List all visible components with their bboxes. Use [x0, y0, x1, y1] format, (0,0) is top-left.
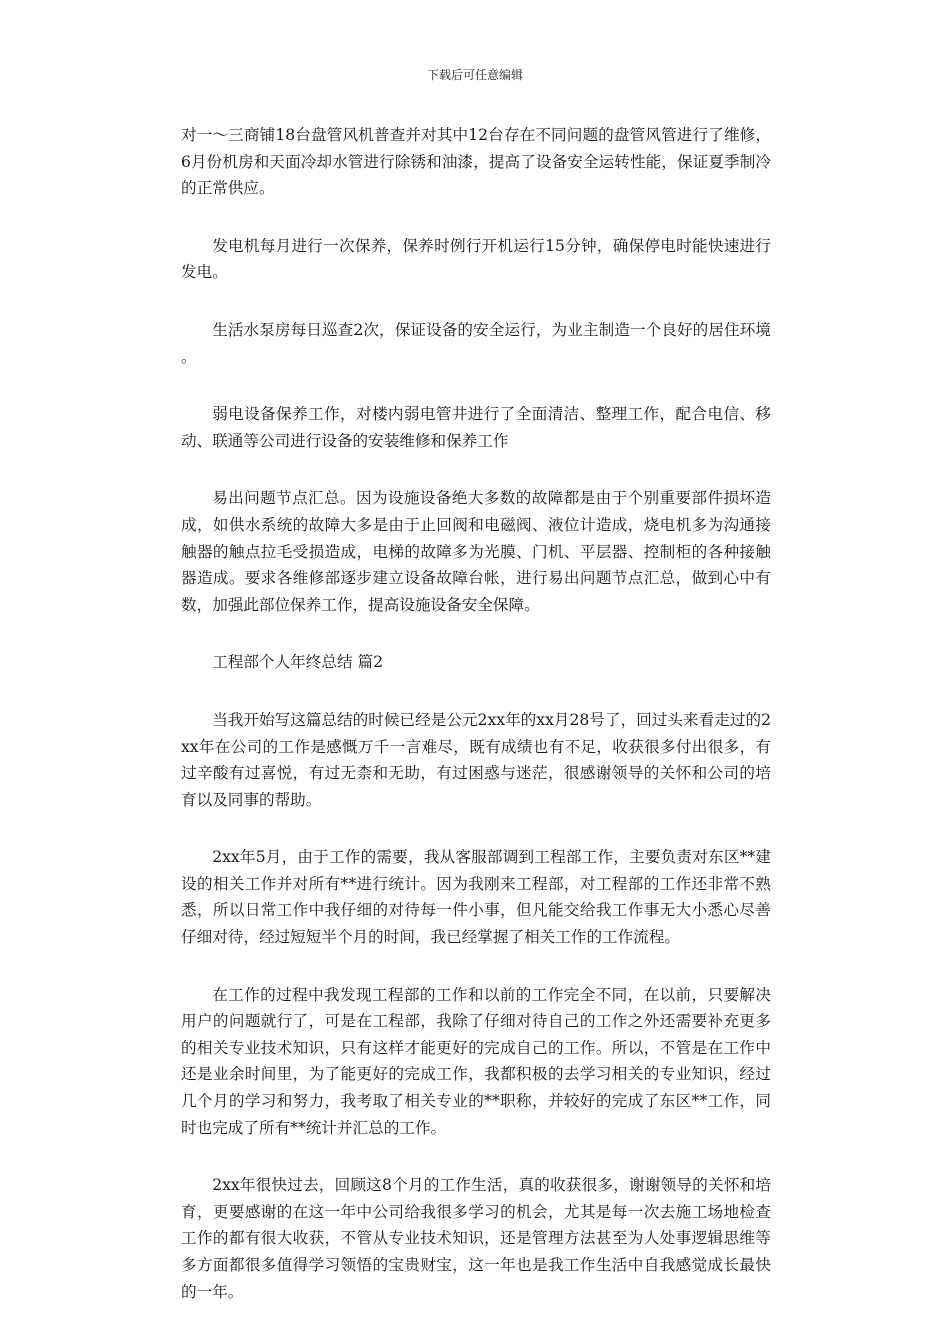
paragraph-water-pump: 生活水泵房每日巡查2次，保证设备的安全运行，为业主制造一个良好的居住环境。 — [181, 320, 771, 366]
paragraph-fault-summary: 易出问题节点汇总。因为设施设备绝大多数的故障都是由于个别重要部件损坏造成，如供水系统的故障大多是由于止回阀和电磁阀、液位计造成，烧电机多为沟通接触器的触点拉毛受损造成，电梯的故障多为光膜、门机、平层器、控制柜的各种接触器造成。要求各维修部逐步建立设备故障台帐，进行易出问题节点汇总，做到心中有数，加强此部位保养工作，提高设施设备安全保障。 — [181, 489, 771, 614]
paragraph-generator: 发电机每月进行一次保养，保养时例行开机运行15分钟，确保停电时能快速进行发电。 — [181, 236, 771, 282]
document-body — [181, 122, 771, 1336]
page-header: 下载后可任意编辑 — [426, 68, 523, 82]
paragraph-intro: 当我开始写这篇总结的时候已经是公元2xx年的xx月28号了，回过头来看走过的2xx年在公司的工作是感慨万千一言难尽，既有成绩也有不足，收获很多付出很多，有过辛酸有过喜悦，有过无柰和无助，有过困惑与迷茫，很感谢领导的关怀和公司的培育以及同事的帮助。 — [181, 710, 771, 809]
paragraph-hvac-maintenance: 对一～三商铺18台盘管风机普查并对其中12台存在不同问题的盘管风管进行了维修，6月份机房和天面冷却水管进行除锈和油漆，提高了设备安全运转性能，保证夏季制冷的正常供应。 — [181, 126, 771, 198]
section-heading: 工程部个人年终总结 篇2 — [212, 653, 384, 672]
paragraph-weak-current: 弱电设备保养工作，对楼内弱电管井进行了全面清洁、整理工作，配合电信、移动、联通等公司进行设备的安装维修和保养工作 — [181, 405, 771, 450]
paragraph-transfer: 2xx年5月，由于工作的需要，我从客服部调到工程部工作，主要负责对东区**建设的相关工作并对所有**进行统计。因为我刚来工程部，对工程部的工作还非常不熟悉，所以日常工作中我仔细的对待每一件小事，但凡能交给我工作事无大小悉心尽善仔细对待，经过短短半个月的时间，我已经掌握了相关工作的工作流程。 — [181, 848, 771, 947]
paragraph-conclusion: 2xx年很快过去，回顾这8个月的工作生活，真的收获很多，谢谢领导的关怀和培育，更要感谢的在这一年中公司给我很多学习的机会，尤其是每一次去施工场地检查工作的都有很大收获，不管从专业技术知识，还是管理方法甚至为人处事逻辑思维等多方面都很多值得学习领悟的宝贵财宝，这一年也是我工作生活中自我感觉成长最快的一年。 — [181, 1176, 771, 1301]
paragraph-learning: 在工作的过程中我发现工程部的工作和以前的工作完全不同，在以前，只要解决用户的问题就行了，可是在工程部，我除了仔细对待自己的工作之外还需要补充更多的相关专业技术知识，只有这样才能更好的完成自己的工作。所以，不管是在工作中还是业余时间里，为了能更好的完成工作，我都积极的去学习相关的专业知识，经过几个月的学习和努力，我考取了相关专业的**职称，并较好的完成了东区**工作，同时也完成了所有**统计并汇总的工作。 — [181, 985, 771, 1137]
